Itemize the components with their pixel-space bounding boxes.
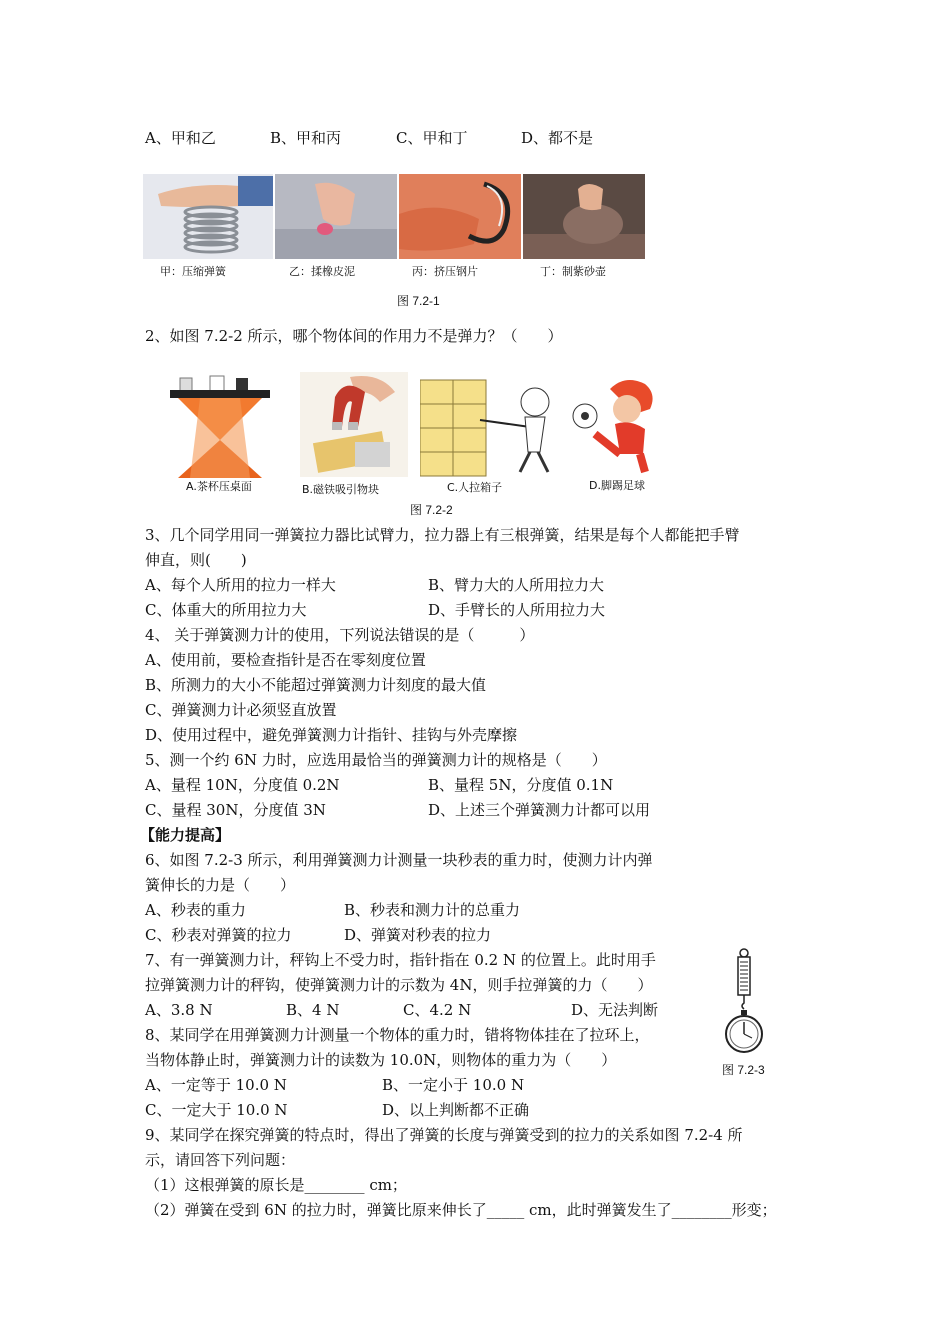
q3-stem-line1: 3、几个同学用同一弹簧拉力器比试臂力，拉力器上有三根弹簧，结果是每个人都能把手臂 [145, 526, 740, 544]
q1-option-b: B、甲和丙 [270, 129, 342, 147]
q6-option-a: A、秒表的重力 [145, 901, 246, 919]
fig2-caption-a: A.茶杯压桌面 [186, 480, 252, 493]
q5-stem: 5、测一个约 6N 力时，应选用最恰当的弹簧测力计的规格是（ ） [145, 751, 607, 769]
image-cup-on-table [170, 370, 270, 480]
q8-option-a: A、一定等于 10.0 N [145, 1076, 287, 1094]
q5-option-a: A、量程 10N，分度值 0.2N [145, 776, 340, 794]
fig1-caption-4: 丁：制紫砂壶 [540, 265, 606, 278]
q9-stem-line1: 9、某同学在探究弹簧的特点时，得出了弹簧的长度与弹簧受到的拉力的关系如图 7.2-4 所 [145, 1126, 743, 1144]
q4-option-d: D、使用过程中，避免弹簧测力计指针、挂钩与外壳摩擦 [145, 726, 518, 744]
fig1-label: 图 7.2-1 [397, 294, 440, 308]
photo-knead-clay [275, 174, 397, 259]
q7-option-b: B、4 N [286, 1001, 340, 1019]
q9-subquestion-1: （1）这根弹簧的原长是________ cm； [145, 1176, 407, 1194]
q9-subquestion-2: （2）弹簧在受到 6N 的拉力时，弹簧比原来伸长了_____ cm，此时弹簧发生了________形变； [145, 1201, 777, 1219]
q7-option-a: A、3.8 N [145, 1001, 213, 1019]
q4-option-b: B、所测力的大小不能超过弹簧测力计刻度的最大值 [145, 676, 487, 694]
q8-stem-line1: 8、某同学在用弹簧测力计测量一个物体的重力时，错将物体挂在了拉环上， [145, 1026, 650, 1044]
q8-option-d: D、以上判断都不正确 [382, 1101, 530, 1119]
q6-option-c: C、秒表对弹簧的拉力 [145, 926, 292, 944]
q3-stem-line2: 伸直，则( ) [145, 551, 247, 569]
q5-option-d: D、上述三个弹簧测力计都可以用 [428, 801, 651, 819]
figure-7-2-3-scale-stopwatch [718, 948, 774, 1058]
fig1-caption-3: 丙：挤压钢片 [412, 265, 478, 278]
q3-option-c: C、体重大的所用拉力大 [145, 601, 307, 619]
q1-option-d: D、都不是 [521, 129, 594, 147]
fig3-label: 图 7.2-3 [722, 1063, 765, 1077]
image-kick-football [565, 374, 665, 474]
fig2-label: 图 7.2-2 [410, 503, 453, 517]
q4-stem: 4、 关于弹簧测力计的使用，下列说法错误的是（ ） [145, 626, 535, 644]
q1-option-c: C、甲和丁 [396, 129, 468, 147]
q5-option-c: C、量程 30N，分度值 3N [145, 801, 326, 819]
fig2-caption-b: B.磁铁吸引物块 [302, 483, 380, 496]
image-person-pull-box [420, 372, 558, 480]
photo-make-teapot [523, 174, 645, 259]
q2-stem: 2、如图 7.2-2 所示，哪个物体间的作用力不是弹力？（ ） [145, 327, 563, 345]
photo-compress-spring [143, 174, 273, 259]
q1-option-a: A、甲和乙 [145, 129, 216, 147]
q6-stem-line2: 簧伸长的力是（ ） [145, 876, 296, 894]
q3-option-b: B、臂力大的人所用拉力大 [428, 576, 605, 594]
fig2-caption-c: C.人拉箱子 [447, 481, 503, 494]
q8-option-c: C、一定大于 10.0 N [145, 1101, 288, 1119]
section-heading: 【能力提高】 [140, 826, 231, 844]
q3-option-d: D、手臂长的人所用拉力大 [428, 601, 606, 619]
fig2-caption-d: D.脚踢足球 [589, 479, 645, 492]
q6-stem-line1: 6、如图 7.2-3 所示，利用弹簧测力计测量一块秒表的重力时，使测力计内弹 [145, 851, 653, 869]
q7-stem-line1: 7、有一弹簧测力计，秤钩上不受力时，指针指在 0.2 N 的位置上。此时用手 [145, 951, 656, 969]
q9-stem-line2: 示，请回答下列问题： [145, 1151, 296, 1169]
image-magnet-attract [300, 372, 408, 477]
q5-option-b: B、量程 5N，分度值 0.1N [428, 776, 614, 794]
q4-option-a: A、使用前，要检查指针是否在零刻度位置 [145, 651, 426, 669]
q7-option-d: D、无法判断 [571, 1001, 659, 1019]
fig1-caption-2: 乙：揉橡皮泥 [289, 265, 355, 278]
q4-option-c: C、弹簧测力计必须竖直放置 [145, 701, 337, 719]
fig1-caption-1: 甲：压缩弹簧 [160, 265, 226, 278]
photo-squeeze-steel [399, 174, 521, 259]
q8-option-b: B、一定小于 10.0 N [382, 1076, 525, 1094]
q7-option-c: C、4.2 N [403, 1001, 472, 1019]
q7-stem-line2: 拉弹簧测力计的秤钩，使弹簧测力计的示数为 4N，则手拉弹簧的力（ ） [145, 976, 653, 994]
q6-option-d: D、弹簧对秒表的拉力 [344, 926, 492, 944]
q8-stem-line2: 当物体静止时，弹簧测力计的读数为 10.0N，则物体的重力为（ ） [145, 1051, 617, 1069]
q3-option-a: A、每个人所用的拉力一样大 [145, 576, 336, 594]
q6-option-b: B、秒表和测力计的总重力 [344, 901, 521, 919]
